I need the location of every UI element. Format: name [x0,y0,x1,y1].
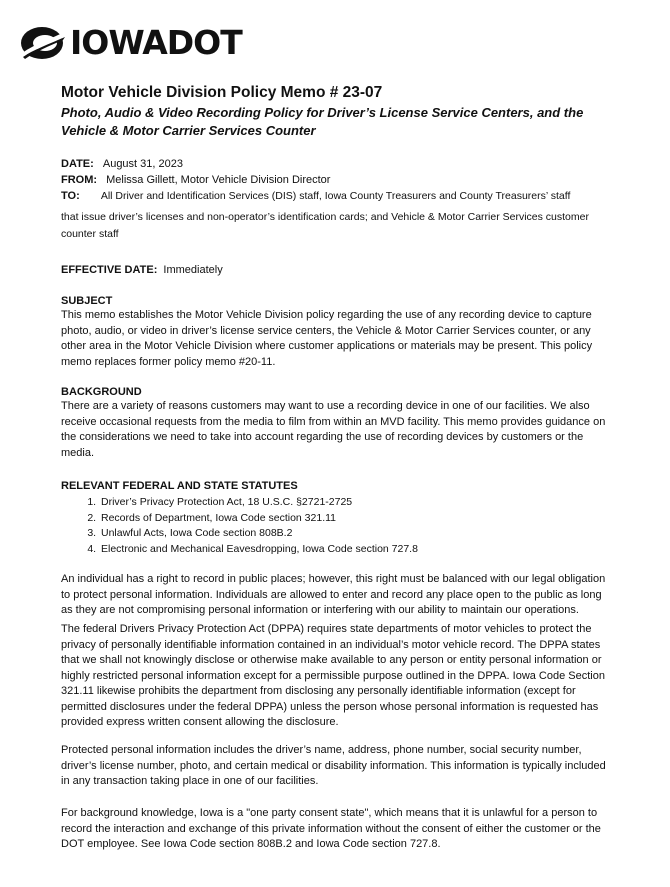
paragraph-protected-info [61,743,616,790]
paragraph-text: An individual has a right to record in public places; however, this right must be balanced with our legal obligation to protect personal information. Individuals are allowed to enter and record any place open to the public as long as they are not compromising personal information or interfering with our ability to maintain our operations. [61,573,606,616]
statute-item: 2. Records of Department, Iowa Code section 321.11 [99,511,616,527]
to-label: TO: [61,190,80,202]
subject-section [61,294,616,370]
paragraph-text: For background knowledge, Iowa is a "one party consent state", which means that it is unlawful for a person to record the interaction and exchange of this private information without the consent of either the customer or the DOT employee. See Iowa Code section 808B.2 and Iowa Code section 727.8. [61,807,601,850]
statute-item: 3. Unlawful Acts, Iowa Code section 808B.2 [99,526,616,542]
subject-heading: SUBJECT [61,295,113,307]
iowadot-swoosh-icon [19,24,67,62]
logo-text: IOWADOT [70,23,242,62]
effective-date-value: Immediately [163,264,223,276]
background-section [61,385,616,461]
iowadot-logo [19,24,242,62]
date-value: August 31, 2023 [102,158,183,170]
statutes-heading: RELEVANT FEDERAL AND STATE STATUTES [61,480,298,492]
statute-item: 1. Driver’s Privacy Protection Act, 18 U.S.C. §2721-2725 [99,495,616,511]
date-label: DATE: [61,158,94,170]
to-row [61,188,570,204]
statutes-list [61,495,616,557]
statute-item: 4. Electronic and Mechanical Eavesdropping, Iowa Code section 727.8 [99,542,616,558]
effective-date-label: EFFECTIVE DATE: [61,264,158,276]
from-row [61,172,330,188]
paragraph-recording-rights [61,572,616,619]
subject-text: This memo establishes the Motor Vehicle Division policy regarding the use of any recording device to capture photo, audio, or video in driver’s license service centers, the Vehicle & Motor Carrier Services counter, or any other area in the Motor Vehicle Division where customer applications or materials may be present. This policy memo replaces former policy memo #20-11. [61,309,593,368]
background-heading: BACKGROUND [61,386,142,398]
paragraph-text: Protected personal information includes the driver’s name, address, phone number, social security number, driver’s license number, photo, and certain medical or disability information. This information is typically included in any transaction taking place in one of our facilities. [61,744,606,787]
from-value: Melissa Gillett, Motor Vehicle Division Director [106,174,331,186]
paragraph-consent [61,806,616,853]
background-text: There are a variety of reasons customers may want to use a recording device in one of our facilities. We also receive occasional requests from the media to film from within an MVD facility. This memo provides guidance on the considerations we need to take into account regarding the use of recording devices by customers or the media. [61,400,606,459]
statutes-section [61,479,616,557]
memo-subtitle: Photo, Audio & Video Recording Policy for Driver’s License Service Centers, and the Vehicle & Motor Carrier Services Counter [61,105,584,138]
from-label: FROM: [61,174,98,186]
to-value-line1: All Driver and Identification Services (DIS) staff, Iowa County Treasurers and County Treasurers’ staff [100,190,571,202]
to-value-continued: that issue driver’s licenses and non-operator’s identification cards; and Vehicle & Motor Carrier Services customer counter staff [61,211,589,240]
paragraph-text: The federal Drivers Privacy Protection Act (DPPA) requires state departments of motor vehicles to protect the privacy of personally identifiable information contained in an individual’s motor vehicle record. The DPPA states that we shall not knowingly disclose or otherwise make available to any person or entity personal information or highly restricted personal information except for a permissible purpose outlined in the DPPA. Iowa Code Section 321.11 likewise prohibits the department from disclosing any personally identifiable information (except for permitted disclosures under the federal DPPA) unless the person whose personal information is requested has provided express written consent allowing the disclosure. [61,623,605,728]
memo-title: Motor Vehicle Division Policy Memo # 23-07 [61,84,383,101]
effective-date-row [61,262,223,278]
date-row [61,156,183,172]
paragraph-dppa [61,622,616,731]
